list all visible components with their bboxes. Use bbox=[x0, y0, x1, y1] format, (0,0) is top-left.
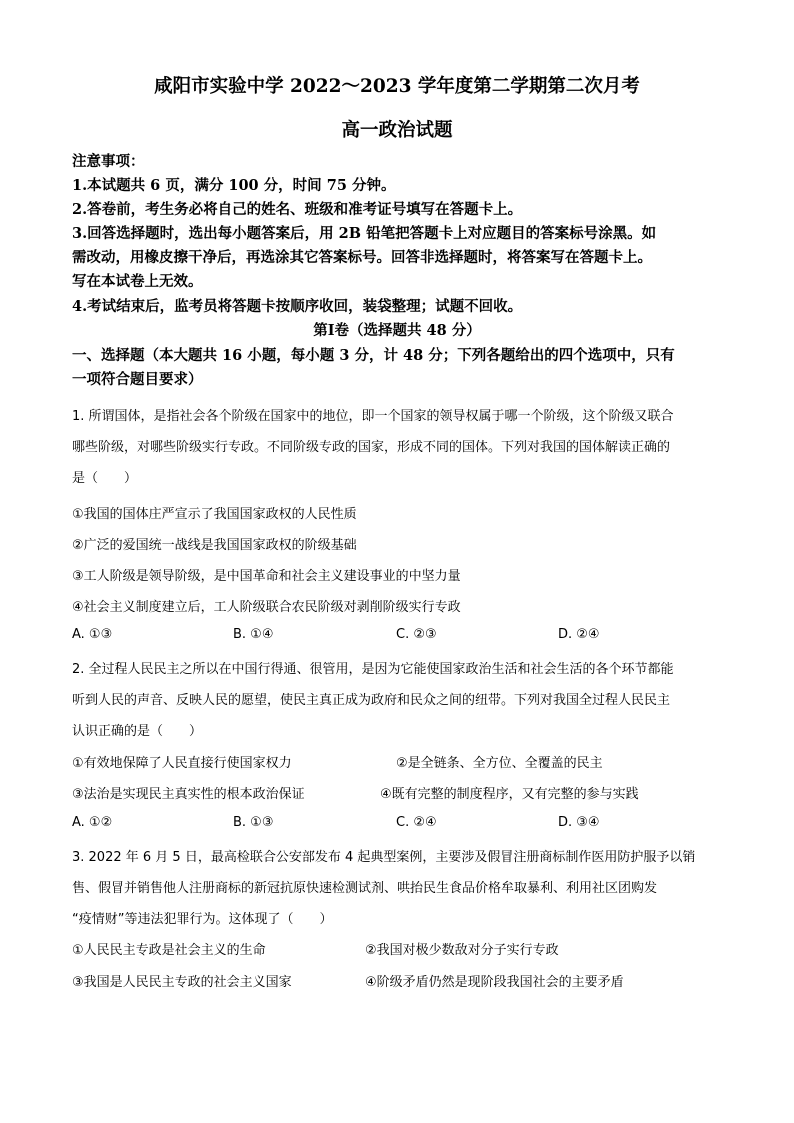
question-statement: ②是全链条、全方位、全覆盖的民主 bbox=[396, 756, 603, 771]
answer-option: D. ②④ bbox=[558, 627, 600, 642]
question-stem: 3. 2022 年 6 月 5 日，最高检联合公安部发布 4 起典型案例，主要涉及假冒注册商标制作医用防护服予以销 bbox=[72, 850, 696, 865]
answer-option: A. ①② bbox=[72, 815, 113, 830]
question-stem: 1. 所谓国体，是指社会各个阶级在国家中的地位，即一个国家的领导权属于哪一个阶级，这个阶级又联合 bbox=[72, 409, 674, 424]
answer-option: D. ③④ bbox=[558, 815, 600, 830]
question-stem: 2. 全过程人民民主之所以在中国行得通、很管用，是因为它能使国家政治生活和社会生活的各个环节都能 bbox=[72, 662, 674, 677]
question-statement: ③我国是人民民主专政的社会主义国家 bbox=[72, 975, 292, 990]
question-stem: “疫情财”等违法犯罪行为。这体现了（ ） bbox=[72, 912, 333, 927]
question-statement: ①有效地保障了人民直接行使国家权力 bbox=[72, 756, 292, 771]
question-statement: ③法治是实现民主真实性的根本政治保证 bbox=[72, 787, 305, 802]
question-statement: ④既有完整的制度程序，又有完整的参与实践 bbox=[380, 787, 639, 802]
notice-line: 2.答卷前，考生务必将自己的姓名、班级和准考证号填写在答题卡上。 bbox=[72, 201, 523, 218]
section-heading: 一、选择题（本大题共 16 小题，每小题 3 分，计 48 分；下列各题给出的四个选项中，只有 bbox=[72, 347, 675, 364]
notice-line: 写在本试卷上无效。 bbox=[72, 273, 203, 290]
answer-option: C. ②④ bbox=[396, 815, 437, 830]
question-stem: 认识正确的是（ ） bbox=[72, 724, 203, 739]
notice-line: 1.本试题共 6 页，满分 100 分，时间 75 分钟。 bbox=[72, 177, 396, 194]
page-subtitle: 高一政治试题 bbox=[341, 120, 453, 141]
question-stem: 是（ ） bbox=[72, 471, 138, 486]
question-stem: 哪些阶级，对哪些阶级实行专政。不同阶级专政的国家，形成不同的国体。下列对我国的国体解读正确的 bbox=[72, 440, 671, 455]
answer-option: B. ①③ bbox=[233, 815, 274, 830]
question-statement: ②广泛的爱国统一战线是我国国家政权的阶级基础 bbox=[72, 538, 357, 553]
answer-option: A. ①③ bbox=[72, 627, 113, 642]
page-title: 咸阳市实验中学 2022～2023 学年度第二学期第二次月考 bbox=[154, 76, 640, 97]
question-statement: ①我国的国体庄严宣示了我国国家政权的人民性质 bbox=[72, 507, 357, 522]
notice-line: 需改动，用橡皮擦干净后，再选涂其它答案标号。回答非选择题时，将答案写在答题卡上。 bbox=[72, 249, 652, 266]
question-statement: ④阶级矛盾仍然是现阶段我国社会的主要矛盾 bbox=[365, 975, 624, 990]
answer-option: B. ①④ bbox=[233, 627, 274, 642]
answer-option: C. ②③ bbox=[396, 627, 437, 642]
question-statement: ①人民民主专政是社会主义的生命 bbox=[72, 943, 266, 958]
question-stem: 听到人民的声音、反映人民的愿望，使民主真正成为政府和民众之间的纽带。下列对我国全过程人民民主 bbox=[72, 693, 671, 708]
question-statement: ②我国对极少数敌对分子实行专政 bbox=[365, 943, 559, 958]
volume-title: 第Ⅰ卷（选择题共 48 分） bbox=[313, 322, 481, 339]
notice-line: 4.考试结束后，监考员将答题卡按顺序收回，装袋整理；试题不回收。 bbox=[72, 298, 523, 315]
notice-line: 3.回答选择题时，选出每小题答案后，用 2B 铅笔把答题卡上对应题目的答案标号涂黑。如 bbox=[72, 225, 657, 242]
notice-heading: 注意事项： bbox=[72, 153, 145, 170]
question-stem: 售、假冒并销售他人注册商标的新冠抗原快速检测试剂、哄抬民生食品价格牟取暴利、利用社区团购发 bbox=[72, 881, 658, 896]
section-heading: 一项符合题目要求） bbox=[72, 371, 203, 388]
question-statement: ④社会主义制度建立后，工人阶级联合农民阶级对剥削阶级实行专政 bbox=[72, 600, 461, 615]
question-statement: ③工人阶级是领导阶级，是中国革命和社会主义建设事业的中坚力量 bbox=[72, 569, 461, 584]
